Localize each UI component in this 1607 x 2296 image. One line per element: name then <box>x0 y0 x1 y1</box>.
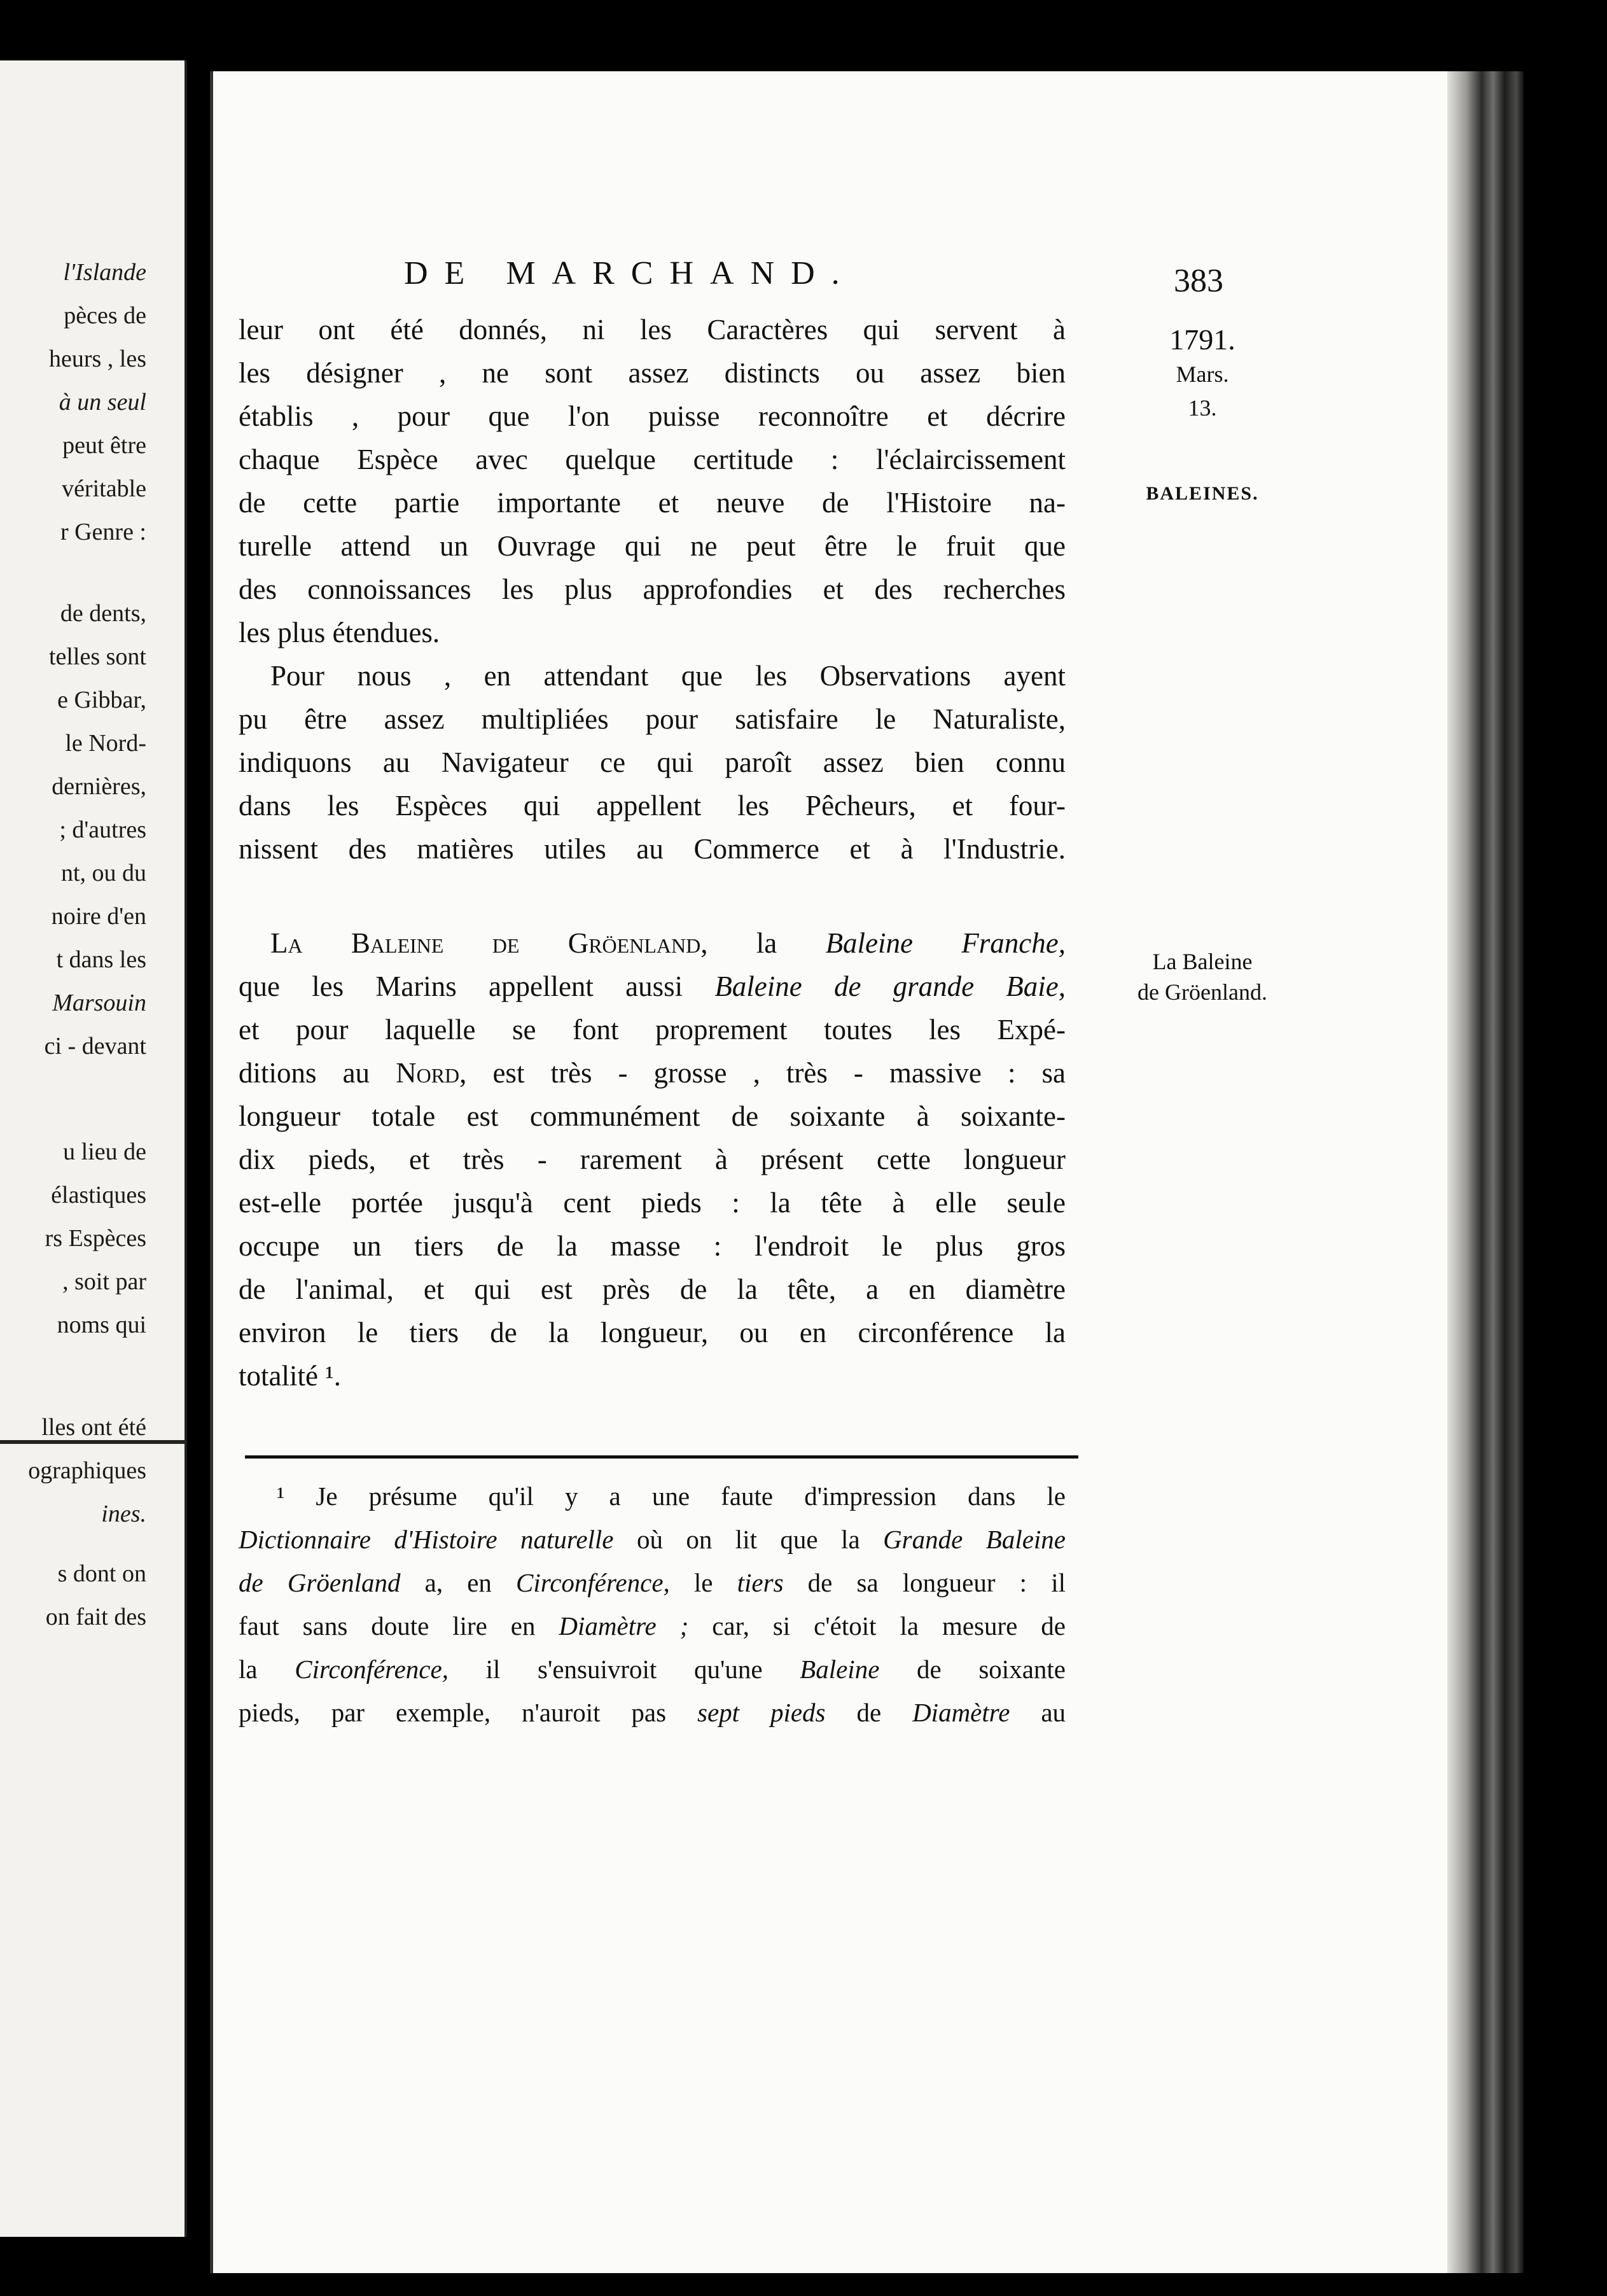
facing-page-line: telles sont <box>48 643 146 670</box>
p3-line: de l'animal, et qui est près de la tête, a en diamètre <box>239 1273 1066 1305</box>
facing-page-line: ographiques <box>28 1457 146 1484</box>
p1-line: chaque Espèce avec quelque certitude : l'éclaircissement <box>239 444 1066 475</box>
margin-whale-line2: de Gröenland. <box>1137 979 1267 1005</box>
facing-page-line: u lieu de <box>63 1138 146 1165</box>
facing-page-line: s dont on <box>57 1560 146 1587</box>
p1-line: les plus étendues. <box>239 617 440 648</box>
p2-line: pu être assez multipliées pour satisfaire le Naturaliste, <box>239 703 1066 735</box>
footnote-line: ¹ Je présume qu'il y a une faute d'impression dans le <box>277 1481 1066 1511</box>
facing-page-line: ; d'autres <box>59 816 146 843</box>
footnote-rule <box>245 1455 1078 1459</box>
footnote-line: la Circonférence, il s'ensuivroit qu'une Baleine de soixante <box>239 1655 1066 1684</box>
footnote-line: pieds, par exemple, n'auroit pas sept pieds de Diamètre au <box>239 1698 1066 1727</box>
facing-page-line: r Genre : <box>60 519 146 545</box>
facing-page-line: ci - devant <box>44 1033 146 1060</box>
main-page <box>210 71 1524 2273</box>
p1-line: les désigner , ne sont assez distincts ou assez bien <box>239 357 1066 389</box>
facing-page-line: on fait des <box>45 1604 146 1630</box>
facing-page-line: e Gibbar, <box>57 687 146 713</box>
p1-line: des connoissances les plus approfondies et des recherches <box>239 573 1066 605</box>
p2-line: Pour nous , en attendant que les Observations ayent <box>270 660 1066 692</box>
page-edge <box>1447 71 1524 2273</box>
facing-page-line: nt, ou du <box>60 860 146 886</box>
facing-page-line: à un seul <box>59 389 146 416</box>
facing-page-line: véritable <box>62 475 146 502</box>
p3-line: longueur totale est communément de soixante à soixante- <box>239 1100 1066 1132</box>
whale-name-smallcaps: La Baleine de Gröenland <box>270 927 701 959</box>
margin-topic: BALEINES. <box>1146 483 1259 504</box>
margin-whale-line1: La Baleine <box>1152 949 1253 974</box>
p1-line: de cette partie importante et neuve de l'Histoire na- <box>239 487 1066 519</box>
footnote-line: de Gröenland a, en Circonférence, le tiers de sa longueur : il <box>239 1568 1066 1597</box>
facing-page-line: pèces de <box>64 302 146 329</box>
p3-line: que les Marins appellent aussi Baleine de grande Baie, <box>239 970 1066 1002</box>
p2-line: indiquons au Navigateur ce qui paroît assez bien connu <box>239 746 1066 778</box>
facing-page-line: t dans les <box>56 946 146 973</box>
facing-page-line: peut être <box>62 432 146 459</box>
page-number: 383 <box>1174 263 1223 299</box>
p2-line: dans les Espèces qui appellent les Pêcheurs, et four- <box>239 790 1066 822</box>
facing-page-line: rs Espèces <box>45 1225 146 1252</box>
p3-line: totalité ¹. <box>239 1360 341 1392</box>
p3-line: est-elle portée jusqu'à cent pieds : la tête à elle seule <box>239 1187 1066 1219</box>
p1-line: leur ont été donnés, ni les Caractères qui servent à <box>239 314 1066 346</box>
facing-page-line: de dents, <box>60 600 146 627</box>
facing-page-line: élastiques <box>51 1182 146 1208</box>
p3-line: et pour laquelle se font proprement toutes les Expé- <box>239 1014 1066 1046</box>
p3-line: occupe un tiers de la masse : l'endroit le plus gros <box>239 1230 1066 1262</box>
facing-page-line: l'Islande <box>63 259 146 286</box>
p1-line: établis , pour que l'on puisse reconnoître et décrire <box>239 400 1066 432</box>
facing-page-line: le Nord- <box>65 730 146 757</box>
facing-page-line: heurs , les <box>48 346 146 372</box>
running-title: DE MARCHAND. <box>404 255 856 291</box>
footnote-line: faut sans doute lire en Diamètre ; car, si c'étoit la mesure de <box>239 1611 1066 1641</box>
margin-month: Mars. <box>1176 361 1229 387</box>
facing-page-line: dernières, <box>52 773 146 800</box>
facing-page-line: lles ont été <box>41 1414 146 1441</box>
facing-page-line: noms qui <box>57 1312 146 1338</box>
facing-page <box>0 60 187 2237</box>
p1-line: turelle attend un Ouvrage qui ne peut être le fruit que <box>239 530 1066 562</box>
facing-page-line: Marsouin <box>52 990 146 1016</box>
p3-line: environ le tiers de la longueur, ou en circonférence la <box>239 1317 1066 1348</box>
p3-line: ditions au Nord, est très - grosse , très - massive : sa <box>239 1057 1066 1089</box>
facing-page-line: ines. <box>101 1501 146 1527</box>
facing-page-line: noire d'en <box>51 903 146 930</box>
p3-line: dix pieds, et très - rarement à présent cette longueur <box>239 1144 1066 1175</box>
p3-line: La Baleine de Gröenland, la Baleine Franche, <box>270 927 1066 959</box>
p2-line: nissent des matières utiles au Commerce et à l'Industrie. <box>239 833 1066 865</box>
margin-year: 1791. <box>1169 323 1235 356</box>
facing-page-line: , soit par <box>62 1268 146 1295</box>
margin-day: 13. <box>1188 395 1217 421</box>
footnote-line: Dictionnaire d'Histoire naturelle où on lit que la Grande Baleine <box>239 1525 1066 1554</box>
